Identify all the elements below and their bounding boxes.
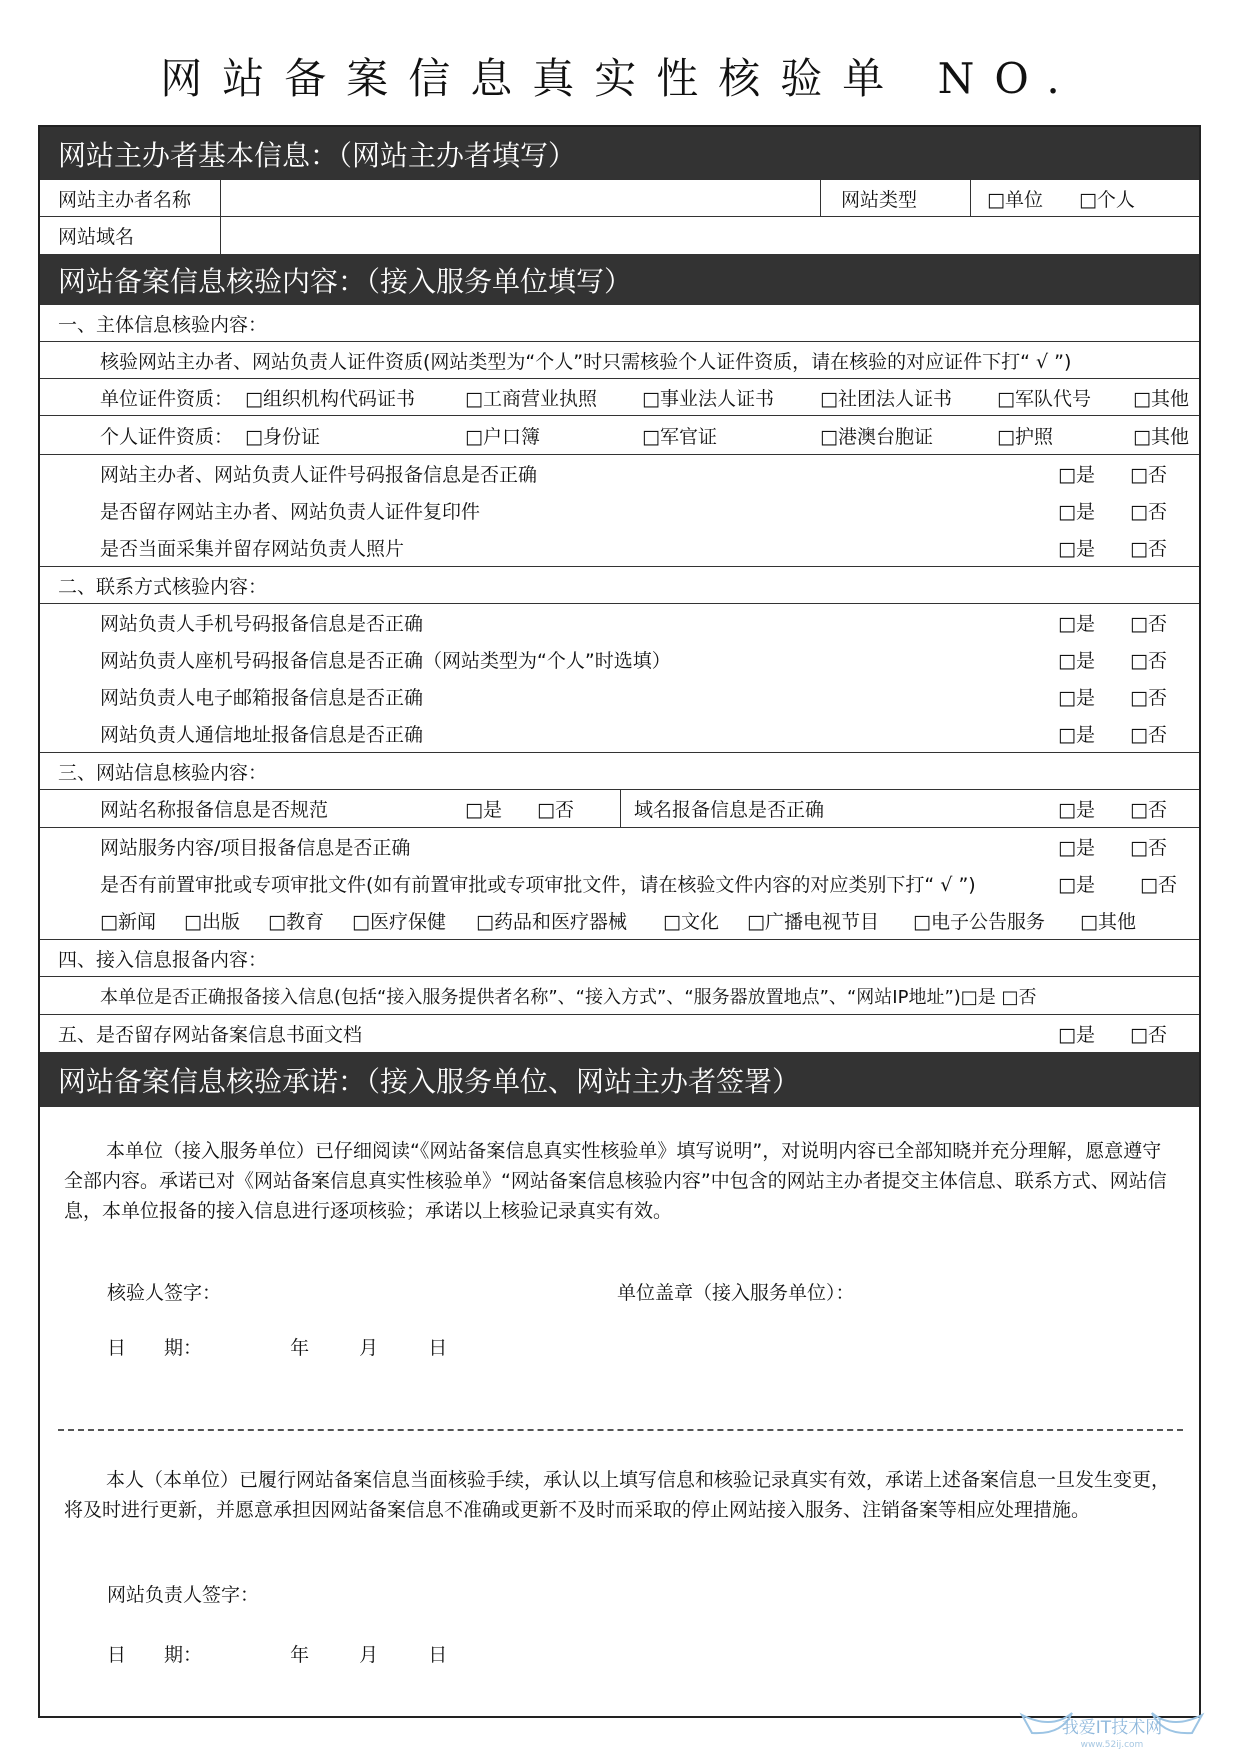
section-header-basic-info: 网站主办者基本信息：（网站主办者填写） <box>40 127 1199 180</box>
service-item-text: 网站服务内容/项目报备信息是否正确 <box>100 837 411 859</box>
approval-item <box>40 865 1199 902</box>
site-name-item: 网站名称报备信息是否规范 <box>100 799 329 821</box>
checkbox-approval-yes[interactable]: □是 <box>1058 874 1095 896</box>
checkbox-no[interactable]: □否 <box>1130 613 1167 635</box>
checkbox-no[interactable]: □否 <box>1130 1024 1167 1046</box>
day-label: 日 <box>428 1337 448 1359</box>
checkbox-officer-cert[interactable]: □军官证 <box>642 425 717 448</box>
checkbox-no[interactable]: □否 <box>1130 538 1167 560</box>
subject-item-3-text: 是否当面采集并留存网站负责人照片 <box>100 538 405 560</box>
owner-sign-label: 网站负责人签字： <box>107 1584 260 1606</box>
commitment-paragraph-1: 本单位（接入服务单位）已仔细阅读“《网站备案信息真实性核验单》填写说明”，对说明内容已全部知晓并充分理解，愿意遵守全部内容。承诺已对《网站备案信息真实性核验单》“网站备案信息核验内容”中包含的网站主办者提交主体信息、联系方式、网站信息，本单位报备的接入信息进行逐项核验；承诺以上核验记录真实有效。 <box>64 1140 1167 1222</box>
checkbox-yes[interactable]: □是 <box>1058 1024 1095 1046</box>
checkbox-yes[interactable]: □是 <box>1058 464 1095 486</box>
watermark-text: 我爱IT技术网 <box>1061 1718 1163 1738</box>
watermark-url: www.52ij.com <box>1080 1740 1144 1750</box>
paper-doc-text: 五、是否留存网站备案信息书面文档 <box>58 1024 363 1046</box>
subject-item-1-text: 网站主办者、网站负责人证件号码报备信息是否正确 <box>100 464 538 486</box>
service-item <box>40 828 1199 865</box>
site-type-label: 网站类型 <box>820 180 970 216</box>
heading-contact-info: 二、联系方式核验内容： <box>40 567 1199 604</box>
owner-name-label: 网站主办者名称 <box>58 188 192 211</box>
checkbox-no[interactable]: □否 <box>1130 464 1167 486</box>
heading-site-info: 三、网站信息核验内容： <box>40 753 1199 790</box>
form-frame <box>38 125 1201 1718</box>
row-categories <box>40 902 1199 940</box>
checkbox-yes[interactable]: □是 <box>465 799 502 821</box>
site-type-options <box>970 180 1203 216</box>
divider <box>620 790 621 827</box>
contact-item-4-text: 网站负责人通信地址报备信息是否正确 <box>100 724 424 746</box>
checkbox-no[interactable]: □否 <box>1130 799 1167 821</box>
row-domain <box>40 217 1199 254</box>
checkbox-yes[interactable]: □是 <box>1058 613 1095 635</box>
checkbox-society-cert[interactable]: □社团法人证书 <box>820 387 952 410</box>
section-header-verification: 网站备案信息核验内容：（接入服务单位填写） <box>40 254 1199 305</box>
checkbox-healthcare[interactable]: □医疗保健 <box>352 911 446 933</box>
checkbox-type-person[interactable]: □个人 <box>1078 188 1135 211</box>
owner-name-field[interactable] <box>220 180 820 216</box>
year-label: 年 <box>290 1337 310 1359</box>
checkbox-id-card[interactable]: □身份证 <box>245 425 320 448</box>
checkbox-person-other[interactable]: □其他 <box>1133 425 1189 448</box>
row-unit-certs <box>40 379 1199 416</box>
row-paper-doc <box>40 1015 1199 1052</box>
page-title: 网站备案信息真实性核验单 NO. <box>160 54 1080 103</box>
domain-item: 域名报备信息是否正确 <box>634 799 825 821</box>
heading-subject-info: 一、主体信息核验内容： <box>40 305 1199 342</box>
contact-item-3-text: 网站负责人电子邮箱报备信息是否正确 <box>100 687 424 709</box>
unit-seal-label: 单位盖章（接入服务单位）： <box>617 1282 855 1304</box>
checkbox-no[interactable]: □否 <box>1130 501 1167 523</box>
contact-item-1-text: 网站负责人手机号码报备信息是否正确 <box>100 613 424 635</box>
date-label: 日 期： <box>107 1337 203 1359</box>
checkbox-education[interactable]: □教育 <box>268 911 324 933</box>
contact-item-3 <box>40 678 1199 715</box>
checkbox-yes[interactable]: □是 <box>1058 501 1095 523</box>
subject-item-3 <box>40 529 1199 567</box>
checkbox-yes[interactable]: □是 <box>1058 724 1095 746</box>
checkbox-bulletin[interactable]: □电子公告服务 <box>913 911 1045 933</box>
checkbox-yes[interactable]: □是 <box>1058 650 1095 672</box>
contact-item-2-text: 网站负责人座机号码报备信息是否正确（网站类型为“个人”时选填） <box>100 650 671 672</box>
commitment-paragraph-2: 本人（本单位）已履行网站备案信息当面核验手续，承认以上填写信息和核验记录真实有效，承诺上述备案信息一旦发生变更，将及时进行更新，并愿意承担因网站备案信息不准确或更新不及时而采取的停止网站接入服务、注销备案等相应处理措施。 <box>64 1469 1171 1521</box>
checkbox-no[interactable]: □否 <box>1130 724 1167 746</box>
checkbox-yes[interactable]: □是 <box>1058 687 1095 709</box>
checkbox-household[interactable]: □户口簿 <box>465 425 540 448</box>
checkbox-type-unit[interactable]: □单位 <box>987 188 1043 211</box>
checkbox-news[interactable]: □新闻 <box>100 911 156 933</box>
access-item: 本单位是否正确报备接入信息(包括“接入服务提供者名称”、“接入方式”、“服务器放置地点”、“网站IP地址”)□是 □否 <box>40 977 1199 1015</box>
checkbox-no[interactable]: □否 <box>1130 837 1167 859</box>
month-label: 月 <box>359 1644 379 1666</box>
subject-item-1 <box>40 455 1199 492</box>
checkbox-yes[interactable]: □是 <box>1058 837 1095 859</box>
checkbox-org-code[interactable]: □组织机构代码证书 <box>245 387 415 410</box>
watermark-wings-icon <box>1012 1705 1212 1750</box>
cert-note: 核验网站主办者、网站负责人证件资质(网站类型为“个人”时只需核验个人证件资质，请在核验的对应证件下打“ √ ”) <box>40 342 1199 379</box>
approval-item-text: 是否有前置审批或专项审批文件(如有前置审批或专项审批文件，请在核验文件内容的对应类别下打“ √ ”) <box>100 874 976 896</box>
contact-item-1 <box>40 604 1199 641</box>
checkbox-institution-cert[interactable]: □事业法人证书 <box>642 387 774 410</box>
date-row-1 <box>107 1333 447 1360</box>
contact-item-4 <box>40 715 1199 753</box>
domain-label: 网站域名 <box>58 226 135 248</box>
checkbox-yes[interactable]: □是 <box>1058 799 1095 821</box>
row-owner-name <box>40 180 1199 217</box>
year-label: 年 <box>290 1644 310 1666</box>
unit-cert-label: 单位证件资质： <box>100 387 234 410</box>
checkbox-broadcast[interactable]: □广播电视节目 <box>747 911 879 933</box>
watermark <box>1012 1705 1212 1750</box>
verifier-sign-label: 核验人签字： <box>107 1282 222 1304</box>
checkbox-passport[interactable]: □护照 <box>997 425 1053 448</box>
checkbox-unit-other[interactable]: □其他 <box>1133 387 1189 410</box>
month-label: 月 <box>359 1337 379 1359</box>
checkbox-yes[interactable]: □是 <box>1058 538 1095 560</box>
subject-item-2-text: 是否留存网站主办者、网站负责人证件复印件 <box>100 501 481 523</box>
person-cert-label: 个人证件资质： <box>100 425 234 448</box>
row-person-certs <box>40 416 1199 455</box>
domain-field[interactable] <box>220 217 1203 254</box>
subject-item-2 <box>40 492 1199 529</box>
day-label: 日 <box>428 1644 448 1666</box>
checkbox-no[interactable]: □否 <box>537 799 574 821</box>
checkbox-publishing[interactable]: □出版 <box>184 911 240 933</box>
checkbox-culture[interactable]: □文化 <box>663 911 719 933</box>
section-header-commitment: 网站备案信息核验承诺：（接入服务单位、网站主办者签署） <box>40 1052 1199 1107</box>
contact-item-2 <box>40 641 1199 678</box>
checkbox-drugs[interactable]: □药品和医疗器械 <box>476 911 627 933</box>
date-label: 日 期： <box>107 1644 203 1666</box>
checkbox-hk-mo-tw[interactable]: □港澳台胞证 <box>820 425 933 448</box>
checkbox-no[interactable]: □否 <box>1130 650 1167 672</box>
checkbox-approval-no[interactable]: □否 <box>1140 874 1177 896</box>
date-row-2 <box>107 1640 447 1667</box>
checkbox-no[interactable]: □否 <box>1130 687 1167 709</box>
heading-access-info: 四、接入信息报备内容： <box>40 940 1199 977</box>
row-site-name-domain <box>40 790 1199 828</box>
checkbox-army-code[interactable]: □军队代号 <box>997 387 1091 410</box>
checkbox-category-other[interactable]: □其他 <box>1080 911 1136 933</box>
checkbox-business-license[interactable]: □工商营业执照 <box>465 387 597 410</box>
dashed-divider <box>58 1429 1183 1431</box>
